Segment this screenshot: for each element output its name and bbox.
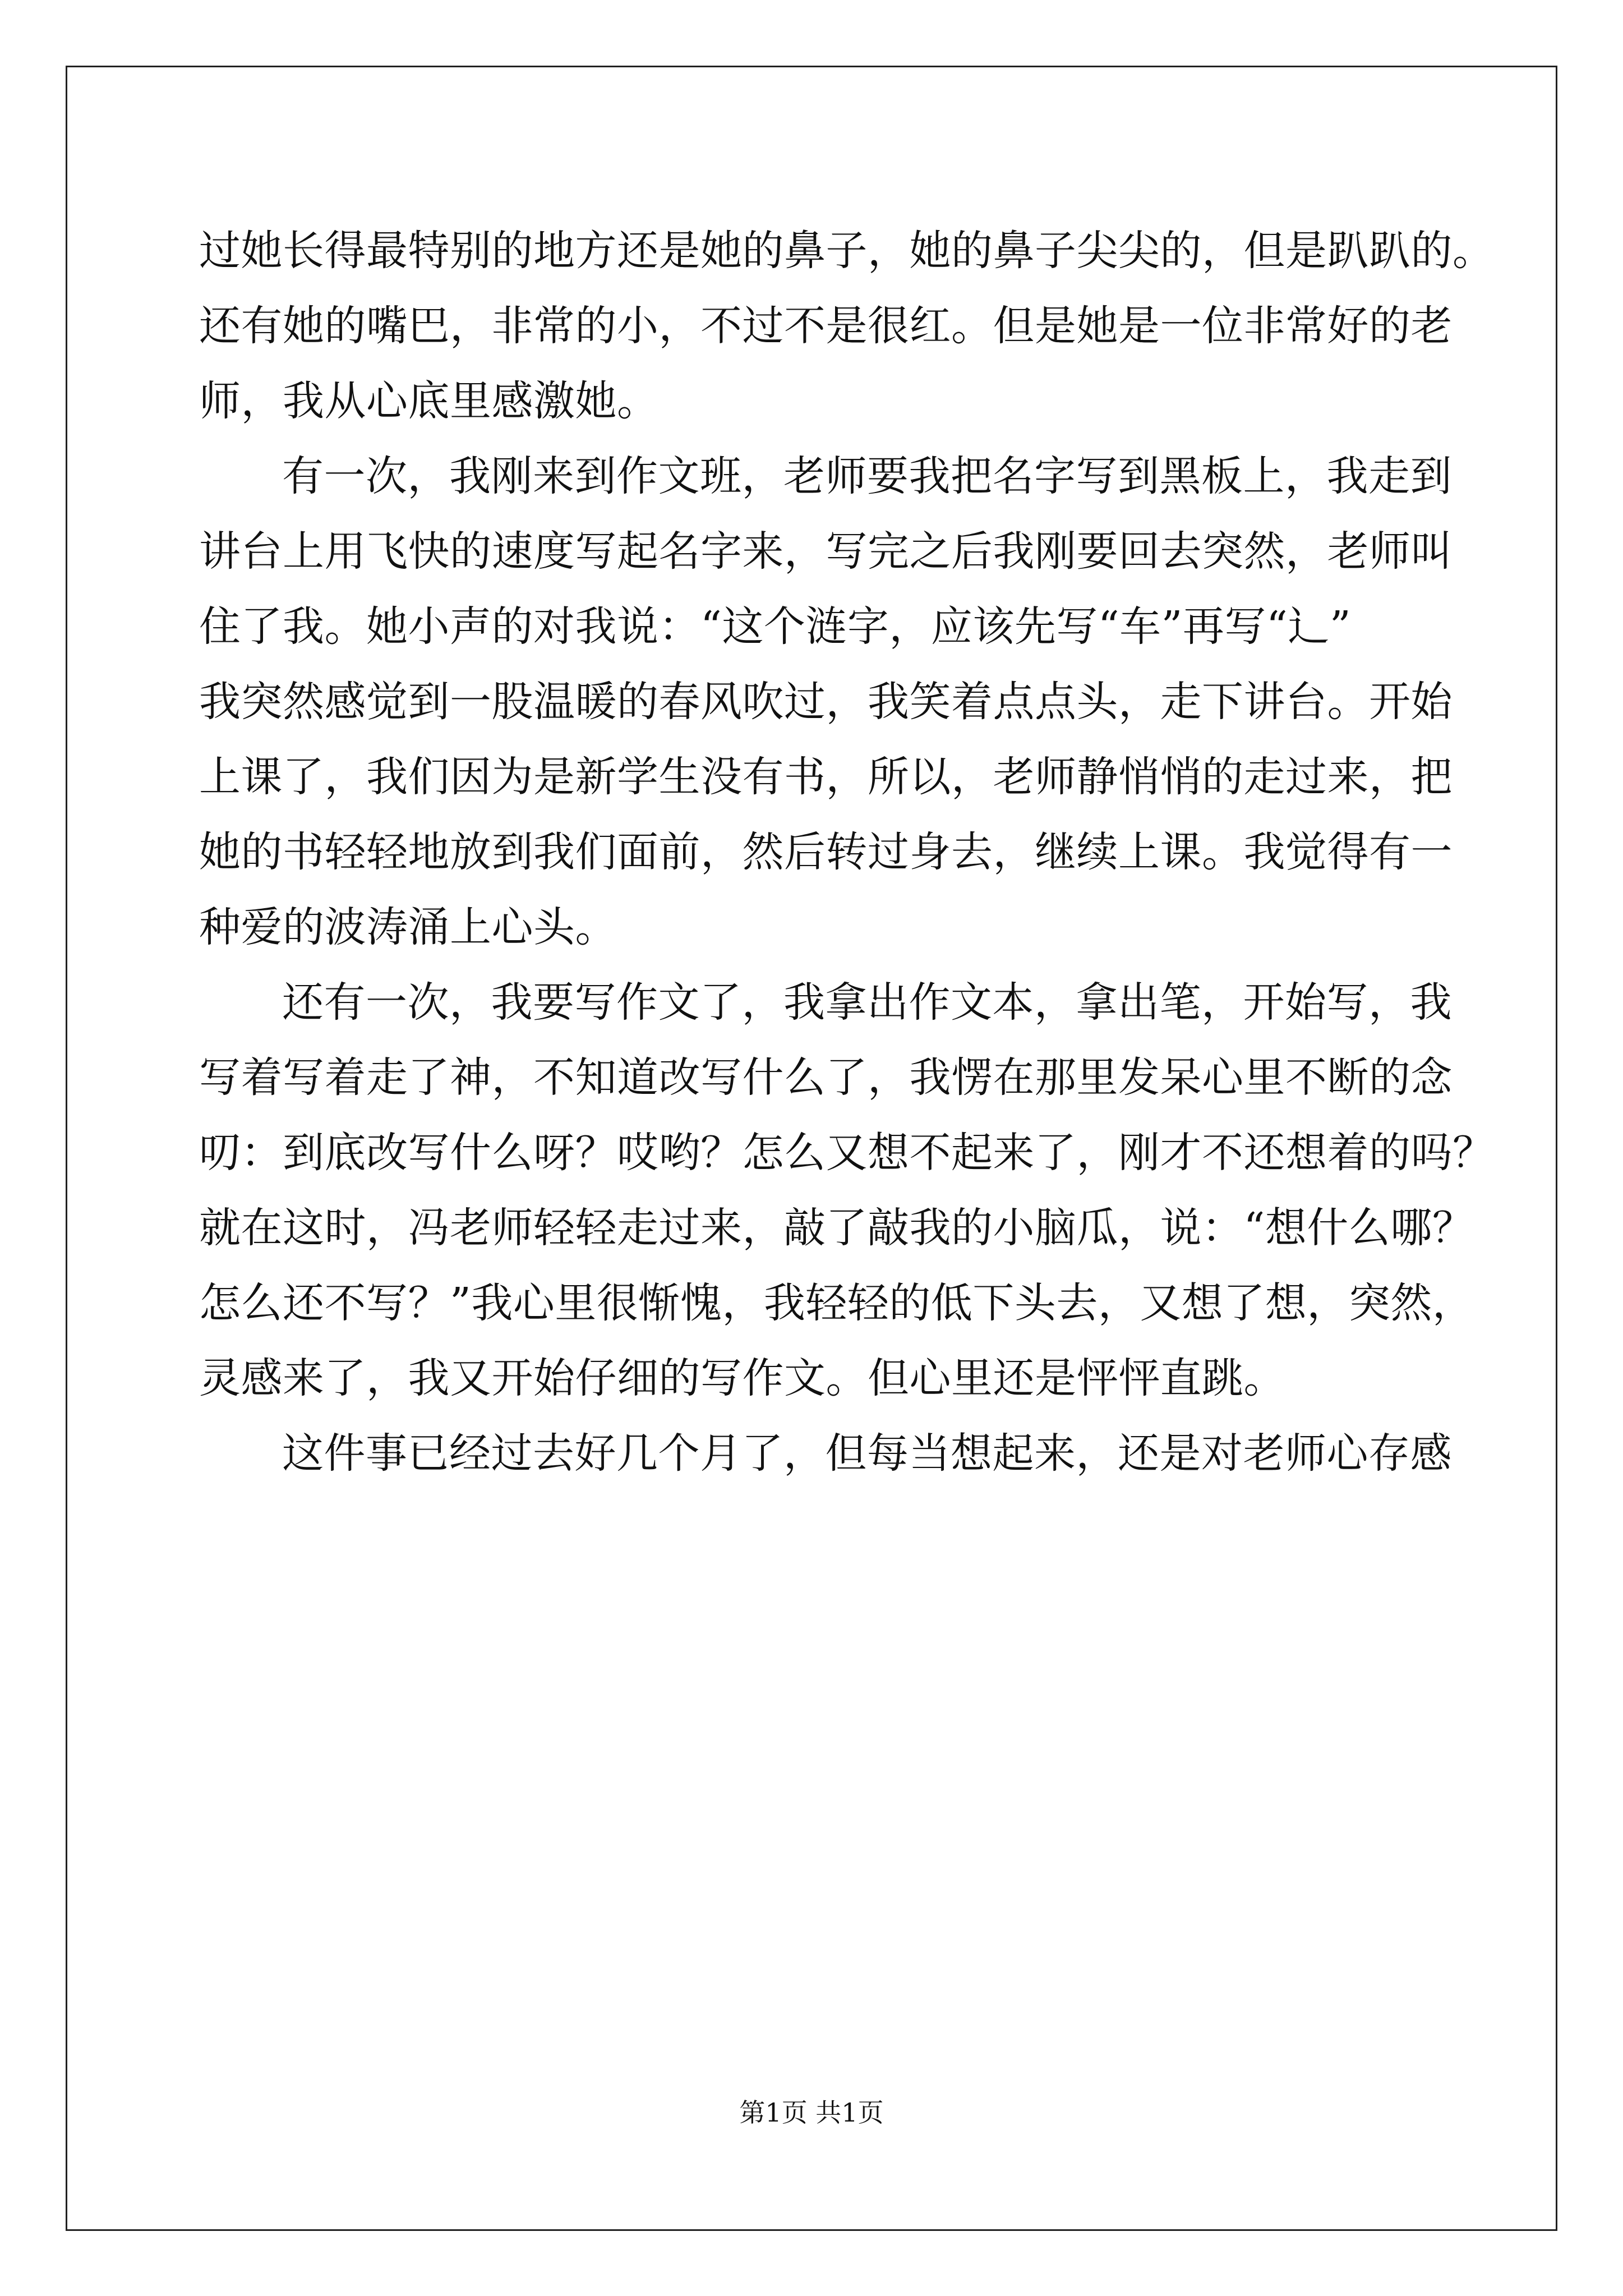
- page-footer: 第1页 共1页: [739, 2097, 884, 2128]
- paragraph-start-line: 这件事已经过去好几个月了，但每当想起来，还是对老师心存感: [282, 1429, 1452, 1478]
- text-line: 师，我从心底里感激她。: [199, 377, 659, 425]
- paragraph-start-line: 还有一次，我要写作文了，我拿出作文本，拿出笔，开始写，我: [282, 978, 1452, 1027]
- text-line: 她的书轻轻地放到我们面前，然后转过身去，继续上课。我觉得有一: [199, 828, 1453, 876]
- text-line: 住了我。她小声的对我说：“这个涟字，应该先写“车”再写“辶”: [199, 602, 1352, 651]
- text-line: 写着写着走了神，不知道改写什么了，我愣在那里发呆心里不断的念: [199, 1053, 1453, 1102]
- text-line: 叨：到底改写什么呀？哎哟？怎么又想不起来了，刚才不还想着的吗？: [199, 1129, 1495, 1177]
- text-line: 还有她的嘴巴，非常的小，不过不是很红。但是她是一位非常好的老: [199, 302, 1453, 350]
- text-line: 上课了，我们因为是新学生没有书，所以，老师静悄悄的走过来，把: [199, 753, 1453, 801]
- text-line: 怎么还不写？”我心里很惭愧，我轻轻的低下头去，又想了想，突然，: [199, 1279, 1474, 1327]
- text-line: 就在这时，冯老师轻轻走过来，敲了敲我的小脑瓜，说：“想什么哪？: [199, 1204, 1474, 1252]
- text-line: 种爱的波涛涌上心头。: [199, 903, 617, 951]
- paragraph-start-line: 有一次，我刚来到作文班，老师要我把名字写到黑板上，我走到: [282, 452, 1452, 500]
- text-line: 过她长得最特别的地方还是她的鼻子，她的鼻子尖尖的，但是趴趴的。: [199, 227, 1495, 275]
- text-line: 灵感来了，我又开始仔细的写作文。但心里还是怦怦直跳。: [199, 1354, 1285, 1402]
- text-line: 我突然感觉到一股温暖的春风吹过，我笑着点点头，走下讲台。开始: [199, 678, 1453, 726]
- text-line: 讲台上用飞快的速度写起名字来，写完之后我刚要回去突然，老师叫: [199, 527, 1453, 576]
